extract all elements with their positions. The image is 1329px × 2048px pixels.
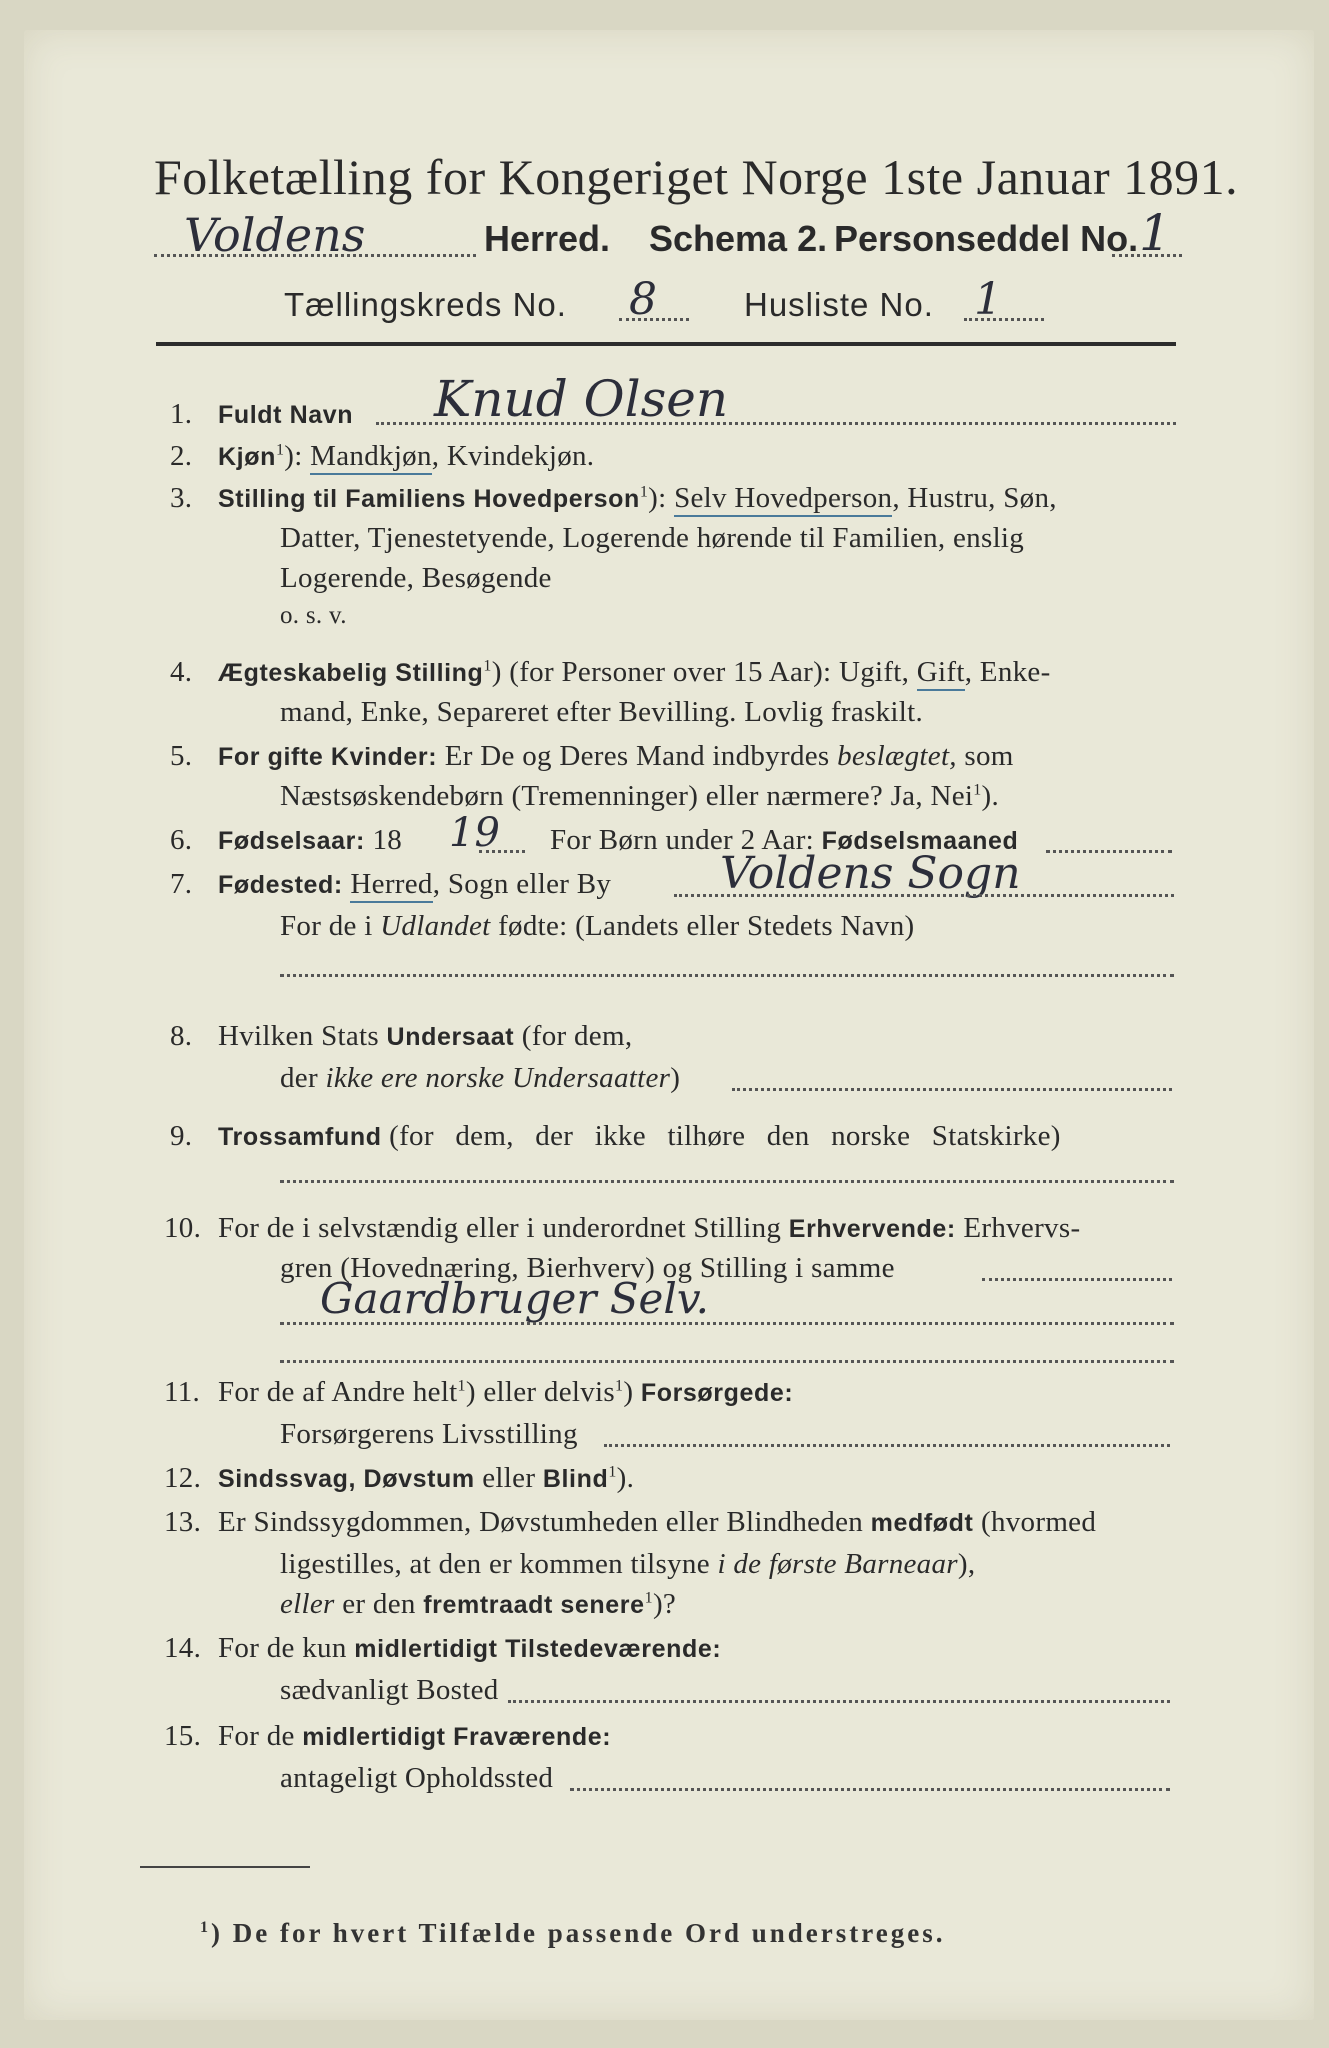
dotted-leader bbox=[154, 254, 476, 257]
q5-number: 5. bbox=[170, 740, 193, 772]
personseddel-value: 1 bbox=[1139, 204, 1171, 262]
census-form-sheet bbox=[24, 30, 1314, 2020]
dotted-leader bbox=[1046, 850, 1172, 853]
q7-text: , Sogn eller By bbox=[432, 868, 612, 900]
q9-number: 9. bbox=[170, 1120, 193, 1152]
q14-label: midlertidigt Tilstedeværende: bbox=[354, 1635, 722, 1663]
q13-line2 bbox=[280, 1548, 975, 1581]
q4-line1 bbox=[218, 656, 1051, 689]
q11-text2: ) eller delvis bbox=[465, 1376, 616, 1408]
dotted-leader bbox=[570, 1788, 1170, 1791]
q10-value: Gaardbruger Selv. bbox=[320, 1274, 709, 1323]
q3-option-selv: Selv Hovedperson bbox=[674, 482, 892, 517]
q7-label: Fødested: bbox=[218, 871, 343, 899]
q2-sup: 1 bbox=[275, 441, 285, 459]
q12-number: 12. bbox=[164, 1462, 202, 1494]
q3-label: Stilling til Familiens Hovedperson bbox=[218, 485, 640, 513]
q7-line2b: fødte: (Landets eller Stedets Navn) bbox=[498, 910, 915, 942]
q5-text1: Er De og Deres Mand indbyrdes bbox=[444, 740, 830, 772]
q14-line1 bbox=[218, 1632, 721, 1665]
q8-line2a: der bbox=[280, 1062, 318, 1094]
q9-text: (for dem, der ikke tilhøre den norske Statskirke) bbox=[389, 1120, 1061, 1152]
kreds-line bbox=[284, 274, 1084, 330]
q7-line2-italic: Udlandet bbox=[380, 910, 491, 942]
dotted-leader bbox=[619, 318, 689, 321]
q8-line2-italic: ikke ere norske Undersaatter bbox=[325, 1062, 671, 1094]
q4-label: Ægteskabelig Stilling bbox=[218, 659, 484, 687]
q11-text: For de af Andre helt bbox=[218, 1376, 458, 1408]
q14-text: For de kun bbox=[218, 1632, 347, 1664]
husliste-label: Husliste No. bbox=[744, 286, 934, 323]
footnote-rule bbox=[140, 1866, 310, 1868]
kreds-label: Tællingskreds No. bbox=[284, 286, 567, 323]
q5-sup: 1 bbox=[973, 781, 982, 799]
q3-colon: ): bbox=[648, 482, 667, 514]
dotted-leader bbox=[732, 1088, 1172, 1091]
q13-sup: 1 bbox=[644, 1589, 653, 1607]
dotted-leader bbox=[280, 1322, 1174, 1325]
q15-number: 15. bbox=[164, 1720, 202, 1752]
dotted-leader bbox=[376, 422, 1176, 425]
q10-text2: Erhvervs- bbox=[963, 1212, 1081, 1244]
kreds-value: 8 bbox=[629, 274, 657, 325]
q11-label: Forsørgede: bbox=[640, 1379, 794, 1407]
q13-line2-italic: i de første Barneaar bbox=[717, 1548, 958, 1580]
q3-line2: Datter, Tjenestetyende, Logerende hørende til Familien, enslig bbox=[280, 522, 1025, 554]
q5-text2: som bbox=[964, 740, 1014, 772]
q6-label2: Fødselsmaaned bbox=[821, 827, 1019, 855]
q4-text1: ) (for Personer over 15 Aar): Ugift, bbox=[491, 656, 910, 688]
q7-line2a: For de i bbox=[280, 910, 373, 942]
q1-number: 1. bbox=[170, 398, 193, 430]
schema-label: Schema 2. bbox=[649, 218, 828, 259]
q1-label: Fuldt Navn bbox=[218, 401, 354, 429]
q10-label: Erhvervende: bbox=[788, 1215, 956, 1243]
dotted-leader bbox=[604, 1444, 1170, 1447]
q7-option-herred: Herred bbox=[350, 868, 432, 903]
q1-label-wrap bbox=[218, 398, 353, 431]
q10-text: For de i selvstændig eller i underordnet Stilling bbox=[218, 1212, 782, 1244]
q6-prefix: 18 bbox=[372, 824, 403, 856]
q2-line bbox=[218, 440, 594, 473]
dotted-leader bbox=[964, 318, 1044, 321]
q8-number: 8. bbox=[170, 1020, 193, 1052]
herred-label: Herred. bbox=[484, 218, 611, 259]
q13-line2a: ligestilles, at den er kommen tilsyne bbox=[280, 1548, 710, 1580]
q13-text: Er Sindssygdommen, Døvstumheden eller Blindheden bbox=[218, 1506, 864, 1538]
q13-line3-italic: eller bbox=[280, 1588, 335, 1620]
q7-line1 bbox=[218, 868, 611, 901]
q15-line1 bbox=[218, 1720, 611, 1753]
q10-line2: gren (Hovednæring, Bierhverv) og Stilling i samme bbox=[280, 1252, 895, 1284]
q4-line2: mand, Enke, Separeret efter Bevilling. Lovlig fraskilt. bbox=[280, 696, 924, 728]
dotted-leader bbox=[674, 894, 1174, 897]
q11-text3: ) bbox=[623, 1376, 634, 1408]
q1-value: Knud Olsen bbox=[434, 370, 729, 428]
dotted-leader bbox=[479, 850, 525, 853]
q3-line4: o. s. v. bbox=[280, 602, 347, 629]
q6-number: 6. bbox=[170, 824, 193, 856]
q8-line2b: ) bbox=[670, 1062, 681, 1094]
q2-option-mandkjon: Mandkjøn bbox=[310, 440, 432, 475]
footnote-text: ) De for hvert Tilfælde passende Ord understreges. bbox=[211, 1918, 946, 1948]
header-rule bbox=[156, 342, 1176, 346]
q2-colon: ): bbox=[284, 440, 303, 472]
q13-line3a: er den bbox=[342, 1588, 416, 1620]
q12-label2: Blind bbox=[542, 1465, 609, 1493]
q2-number: 2. bbox=[170, 440, 193, 472]
q3-sup: 1 bbox=[639, 483, 649, 501]
q6-text: For Børn under 2 Aar: bbox=[550, 824, 815, 856]
q6-label: Fødselsaar: bbox=[218, 827, 365, 855]
q4-number: 4. bbox=[170, 656, 193, 688]
herred-value: Voldens bbox=[184, 208, 366, 262]
dotted-leader bbox=[280, 1180, 1174, 1183]
dotted-leader bbox=[280, 974, 1174, 977]
q7-value: Voldens Sogn bbox=[720, 848, 1021, 899]
q4-sup: 1 bbox=[483, 657, 492, 675]
q13-line3-label: fremtraadt senere bbox=[423, 1591, 645, 1619]
q13-line1 bbox=[218, 1506, 1096, 1539]
q5-label: For gifte Kvinder: bbox=[218, 743, 438, 771]
q13-line3 bbox=[280, 1588, 676, 1621]
q9-line1 bbox=[218, 1120, 1061, 1153]
q13-line3-end: )? bbox=[652, 1588, 677, 1620]
q2-label: Kjøn bbox=[218, 443, 276, 471]
footnote-sup: 1 bbox=[200, 1919, 211, 1936]
q5-line2-text: Næstsøskendebørn (Tremenninger) eller nærmere? Ja, Nei bbox=[280, 780, 974, 812]
q5-line2 bbox=[280, 780, 999, 813]
q14-line2: sædvanligt Bosted bbox=[280, 1674, 499, 1706]
q6-label-wrap bbox=[218, 824, 402, 857]
q5-end: ). bbox=[981, 780, 1000, 812]
q13-number: 13. bbox=[164, 1506, 202, 1538]
q15-text: For de bbox=[218, 1720, 295, 1752]
q12-label: Sindssvag, Døvstum bbox=[218, 1465, 475, 1493]
q10-line1 bbox=[218, 1212, 1080, 1245]
q14-number: 14. bbox=[164, 1632, 202, 1664]
q11-number: 11. bbox=[164, 1376, 201, 1408]
form-title: Folketælling for Kongeriget Norge 1ste Januar 1891. bbox=[154, 149, 1239, 205]
dotted-leader bbox=[280, 1360, 1174, 1363]
footnote bbox=[200, 1918, 945, 1949]
q15-line2: antageligt Opholdssted bbox=[280, 1762, 554, 1794]
dotted-leader bbox=[508, 1700, 1170, 1703]
dotted-leader bbox=[982, 1278, 1172, 1281]
q8-line2 bbox=[280, 1062, 680, 1095]
q8-text2: (for dem, bbox=[521, 1020, 633, 1052]
q13-line2b: ), bbox=[957, 1548, 976, 1580]
q2-rest: , Kvindekjøn. bbox=[431, 440, 595, 472]
q11-sup: 1 bbox=[457, 1377, 466, 1395]
q12-sup: 1 bbox=[608, 1463, 617, 1481]
q8-line1 bbox=[218, 1020, 632, 1053]
q6-value: 19 bbox=[449, 810, 500, 856]
q12-text: eller bbox=[482, 1462, 536, 1494]
q5-line1 bbox=[218, 740, 1014, 773]
q7-line2 bbox=[280, 910, 914, 943]
q8-label: Undersaat bbox=[386, 1023, 515, 1051]
q11-sup2: 1 bbox=[615, 1377, 624, 1395]
q11-line2: Forsørgerens Livsstilling bbox=[280, 1418, 578, 1450]
q8-text: Hvilken Stats bbox=[218, 1020, 379, 1052]
q4-text2: , Enke- bbox=[964, 656, 1051, 688]
q10-number: 10. bbox=[164, 1212, 202, 1244]
husliste-value: 1 bbox=[974, 274, 1002, 325]
q13-label: medfødt bbox=[870, 1509, 974, 1537]
q5-italic: beslægtet, bbox=[837, 740, 957, 772]
q9-label: Trossamfund bbox=[218, 1123, 382, 1151]
q4-option-gift: Gift bbox=[917, 656, 965, 691]
q3-number: 3. bbox=[170, 482, 193, 514]
q7-number: 7. bbox=[170, 868, 193, 900]
q12-line1 bbox=[218, 1462, 634, 1495]
dotted-leader bbox=[1112, 254, 1182, 257]
q13-text2: (hvormed bbox=[981, 1506, 1097, 1538]
q12-end: ). bbox=[616, 1462, 635, 1494]
q15-label: midlertidigt Fraværende: bbox=[302, 1723, 612, 1751]
herred-line bbox=[154, 204, 1204, 268]
q11-line1 bbox=[218, 1376, 793, 1409]
personseddel-label: Personseddel No. bbox=[834, 218, 1139, 259]
q3-rest: , Hustru, Søn, bbox=[892, 482, 1057, 514]
q3-line1 bbox=[218, 482, 1057, 515]
q3-line3: Logerende, Besøgende bbox=[280, 562, 552, 594]
